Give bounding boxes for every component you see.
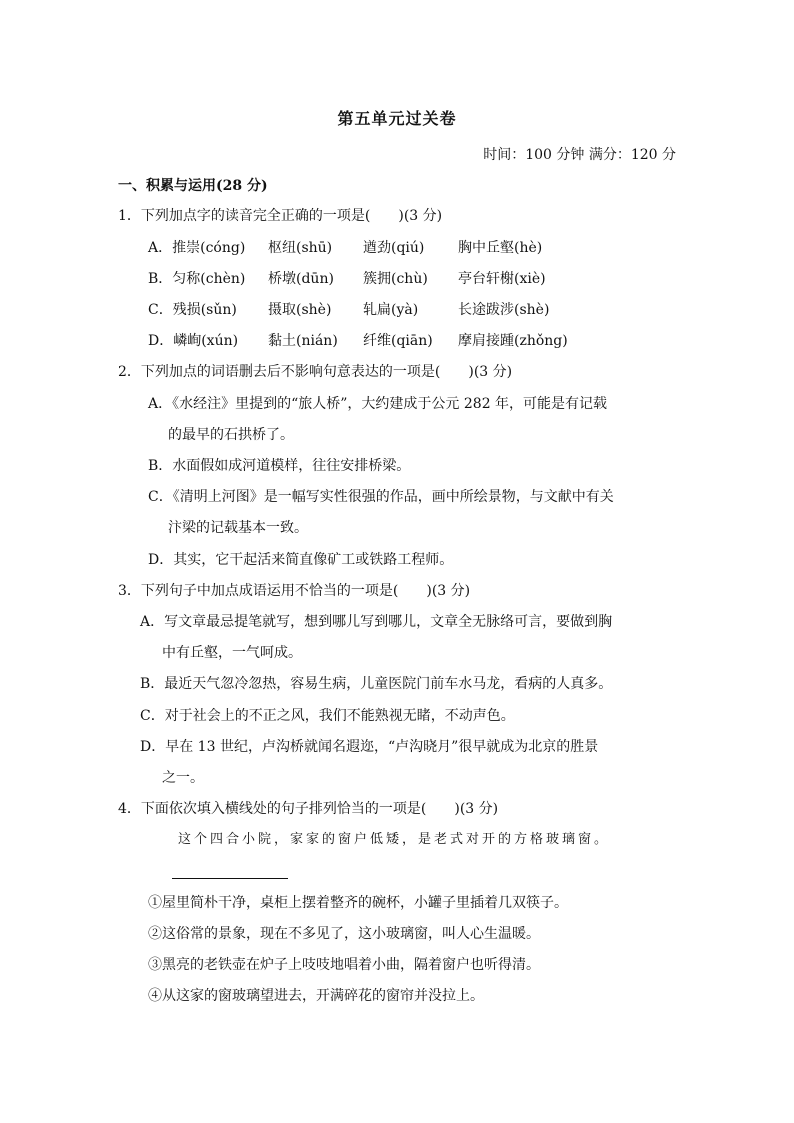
question-3-option-d-cont: 之一。	[162, 770, 204, 786]
question-1-option-a	[148, 238, 542, 258]
question-4-item-2: ②这俗常的景象，现在不多见了，这小玻璃窗，叫人心生温暖。	[148, 926, 540, 942]
question-2-option-b: B．水面假如成河道模样，往往安排桥梁。	[148, 458, 411, 474]
question-4-item-3: ③黑亮的老铁壶在炉子上吱吱地唱着小曲，隔着窗户也听得清。	[148, 957, 540, 973]
question-1-stem: 1．下列加点字的读音完全正确的一项是( )(3 分)	[118, 208, 443, 224]
option-cell: 枢纽(shū)	[268, 240, 333, 256]
question-1-option-c	[148, 300, 549, 320]
question-3-option-a: A．写文章最忌提笔就写，想到哪儿写到哪儿，文章全无脉络可言，要做到胸	[140, 614, 613, 630]
option-cell: 摄取(shè)	[268, 302, 332, 318]
question-2-stem: 2．下列加点的词语删去后不影响句意表达的一项是( )(3 分)	[118, 364, 513, 380]
question-4-passage: 这个四合小院，家家的窗户低矮，是老式对开的方格玻璃窗。	[178, 832, 611, 847]
option-cell: C．残损(sǔn)	[148, 302, 237, 318]
question-4-stem: 4．下面依次填入横线处的句子排列恰当的一项是( )(3 分)	[118, 801, 499, 817]
question-2-option-a-cont: 的最早的石拱桥了。	[168, 427, 294, 443]
question-4-item-1: ①屋里简朴干净，桌柜上摆着整齐的碗杯，小罐子里插着几双筷子。	[148, 895, 568, 911]
question-2-option-c: C．《清明上河图》是一幅写实性很强的作品，画中所绘景物，与文献中有关	[148, 489, 614, 505]
question-2-option-a: A．《水经注》里提到的“旅人桥”，大约建成于公元 282 年，可能是有记载	[148, 396, 608, 412]
option-cell: 长途跋涉(shè)	[458, 302, 550, 318]
question-2-option-c-cont: 汴梁的记载基本一致。	[168, 520, 308, 536]
question-1-option-b	[148, 269, 546, 289]
question-3-stem: 3．下列句子中加点成语运用不恰当的一项是( )(3 分)	[118, 583, 471, 599]
option-cell: 黏土(nián)	[268, 333, 338, 349]
exam-time-score: 时间：100 分钟 满分：120 分	[483, 147, 676, 163]
option-cell: A．推崇(cóng)	[148, 240, 246, 256]
option-cell: B．匀称(chèn)	[148, 271, 246, 287]
section-heading: 一、积累与运用(28 分)	[118, 178, 268, 194]
option-cell: 纤维(qiān)	[363, 333, 433, 349]
option-cell: 亭台轩榭(xiè)	[458, 271, 546, 287]
page-title: 第五单元过关卷	[337, 109, 457, 128]
option-cell: 摩肩接踵(zhǒng)	[458, 333, 568, 349]
question-4-item-4: ④从这家的窗玻璃望进去，开满碎花的窗帘并没拉上。	[148, 988, 484, 1004]
question-2-option-d: D．其实，它干起活来简直像矿工或铁路工程师。	[148, 552, 454, 568]
answer-blank-line	[172, 878, 288, 879]
option-cell: 胸中丘壑(hè)	[458, 240, 543, 256]
question-3-option-d: D．早在 13 世纪，卢沟桥就闻名遐迩，“卢沟晓月”很早就成为北京的胜景	[140, 739, 599, 755]
option-cell: 簇拥(chù)	[363, 271, 428, 287]
question-3-option-c: C．对于社会上的不正之风，我们不能熟视无睹，不动声色。	[140, 708, 515, 724]
question-3-option-a-cont: 中有丘壑，一气呵成。	[162, 645, 302, 661]
option-cell: D．嶙峋(xún)	[148, 333, 239, 349]
option-cell: 遒劲(qiú)	[363, 240, 425, 256]
option-cell: 桥墩(dūn)	[268, 271, 334, 287]
option-cell: 轧扁(yà)	[363, 302, 419, 318]
question-3-option-b: B．最近天气忽冷忽热，容易生病，儿童医院门前车水马龙，看病的人真多。	[140, 676, 613, 692]
question-1-option-d	[148, 331, 568, 351]
